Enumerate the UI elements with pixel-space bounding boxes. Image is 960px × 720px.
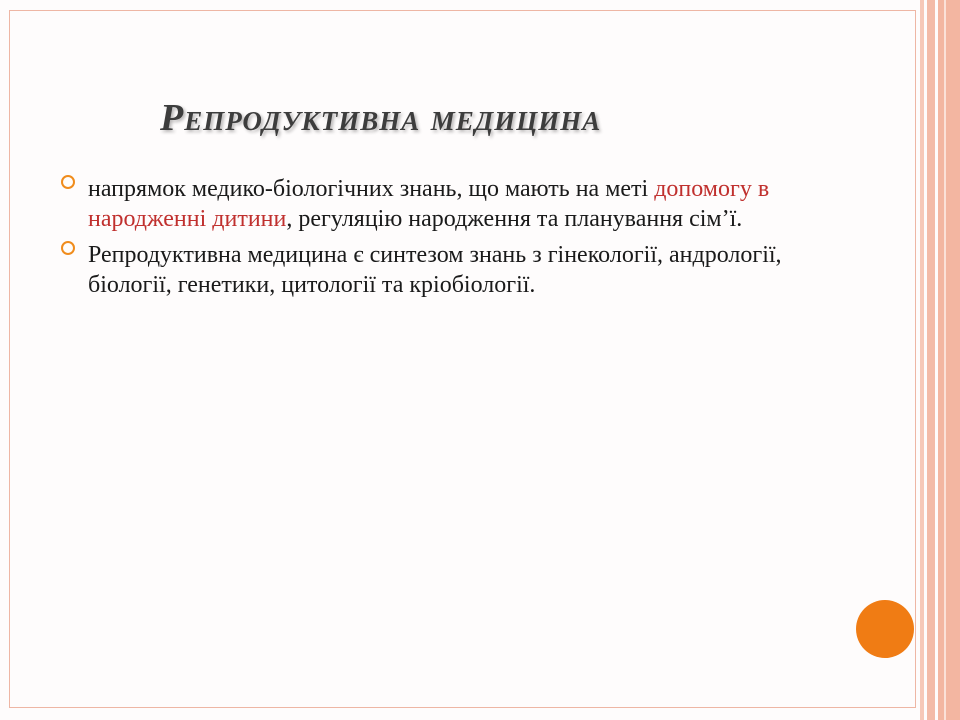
bullet-1-highlight: допомогу в народженні дитини xyxy=(88,176,770,232)
decor-stripe-thin xyxy=(920,0,924,720)
decor-stripe-medium xyxy=(927,0,935,720)
bullet-item-1 xyxy=(58,174,838,234)
bullet-1-text-after: , регуляцію народження та планування сім’ї. xyxy=(286,206,743,232)
slide-title: Репродуктивна медицина xyxy=(160,97,602,139)
bullet-circle-icon xyxy=(61,241,75,255)
decor-stripe-highlight xyxy=(944,0,946,720)
bullet-circle-icon xyxy=(61,175,75,189)
decor-orange-circle xyxy=(856,600,914,658)
bullet-2-text: Репродуктивна медицина є синтезом знань з гінекології, андрології, біології, генетики, цитології та кріобіології. xyxy=(88,242,782,298)
decor-stripe-wide xyxy=(938,0,960,720)
bullet-item-2 xyxy=(58,240,838,300)
bullet-list xyxy=(58,174,838,306)
bullet-1-text-before: напрямок медико-біологічних знань, що мають на меті xyxy=(88,176,655,202)
